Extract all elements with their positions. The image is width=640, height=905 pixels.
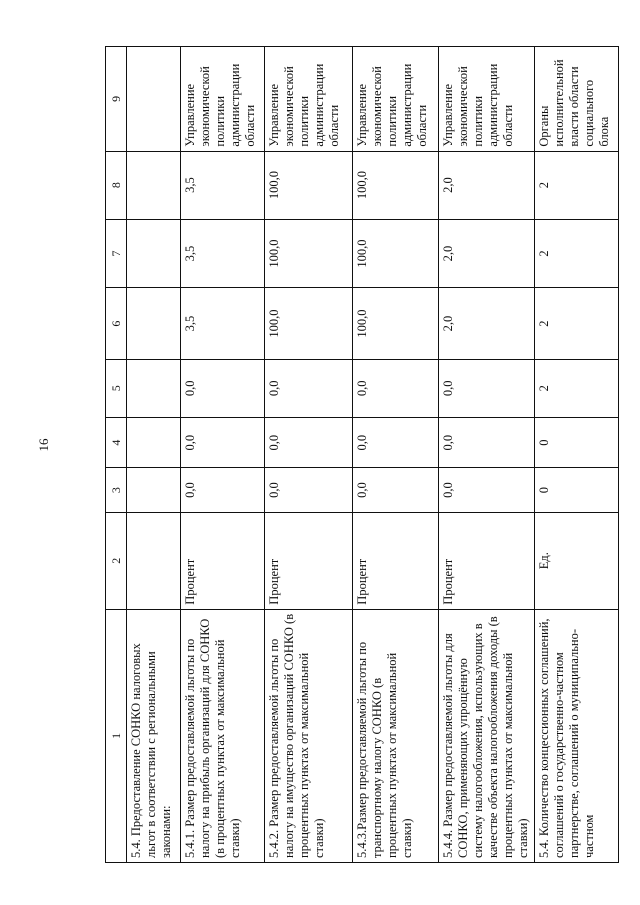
value-cell: 100,0 bbox=[265, 219, 353, 288]
indicator-name: 5.4.4. Размер предоставляемой льготы для СОНКО, применяющих упрощённую систему налогообложения, использующих в качестве объекта налогообложения доходы (в процентных пунктах от максимальной ставки) bbox=[439, 609, 535, 862]
unit-cell: Процент bbox=[265, 512, 353, 609]
value-cell: 100,0 bbox=[265, 288, 353, 359]
value-cell: 100,0 bbox=[353, 151, 439, 219]
table-container bbox=[105, 46, 617, 863]
column-number: 6 bbox=[106, 288, 127, 359]
value-cell: 2,0 bbox=[439, 219, 535, 288]
value-cell: 100,0 bbox=[265, 151, 353, 219]
column-number: 7 bbox=[106, 219, 127, 288]
value-cell: 0,0 bbox=[353, 417, 439, 468]
responsible-cell: Управление экономической политики администрации области bbox=[265, 47, 353, 152]
value-cell: 0,0 bbox=[265, 359, 353, 417]
indicator-name: 5.4.1. Размер предоставляемой льготы по налогу на прибыль организаций для СОНКО (в процентных пунктах от максимальной ставки) bbox=[181, 609, 265, 862]
value-cell: 2 bbox=[535, 288, 619, 359]
indicator-name: 5.4. Предоставление СОНКО налоговых льгот в соответствии с региональными законами: bbox=[127, 609, 181, 862]
value-cell: 100,0 bbox=[353, 219, 439, 288]
unit-cell: Ед. bbox=[535, 512, 619, 609]
column-number: 4 bbox=[106, 417, 127, 468]
value-cell bbox=[127, 417, 181, 468]
value-cell: 0 bbox=[535, 468, 619, 512]
unit-cell: Процент bbox=[181, 512, 265, 609]
value-cell bbox=[127, 359, 181, 417]
value-cell: 0 bbox=[535, 417, 619, 468]
value-cell: 2 bbox=[535, 359, 619, 417]
value-cell: 0,0 bbox=[181, 359, 265, 417]
unit-cell: Процент bbox=[353, 512, 439, 609]
value-cell: 0,0 bbox=[265, 417, 353, 468]
indicators-table bbox=[105, 46, 619, 863]
column-number: 9 bbox=[106, 47, 127, 152]
value-cell: 0,0 bbox=[353, 359, 439, 417]
page-number: 16 bbox=[36, 438, 51, 452]
value-cell: 3,5 bbox=[181, 288, 265, 359]
unit-cell bbox=[127, 512, 181, 609]
table-row bbox=[265, 47, 353, 863]
value-cell: 2,0 bbox=[439, 151, 535, 219]
value-cell bbox=[127, 468, 181, 512]
table-row bbox=[535, 47, 619, 863]
value-cell: 2,0 bbox=[439, 288, 535, 359]
rotated-table-frame bbox=[105, 46, 617, 863]
value-cell: 3,5 bbox=[181, 219, 265, 288]
responsible-cell: Управление экономической политики администрации области bbox=[439, 47, 535, 152]
table-row bbox=[181, 47, 265, 863]
column-number-row bbox=[106, 47, 127, 863]
column-number: 1 bbox=[106, 609, 127, 862]
value-cell: 0,0 bbox=[181, 468, 265, 512]
indicator-name: 5.4.3.Размер предоставляемой льготы по транспортному налогу СОНКО (в процентных пунктах от максимальной ставки) bbox=[353, 609, 439, 862]
column-number: 2 bbox=[106, 512, 127, 609]
indicator-name: 5.4. Количество концессионных соглашений, соглашений о государственно-частном партнерстве, соглашений о муниципально-частном bbox=[535, 609, 619, 862]
column-number: 8 bbox=[106, 151, 127, 219]
table-row bbox=[353, 47, 439, 863]
table-row bbox=[127, 47, 181, 863]
value-cell: 0,0 bbox=[353, 468, 439, 512]
value-cell: 2 bbox=[535, 151, 619, 219]
table-row bbox=[439, 47, 535, 863]
value-cell: 0,0 bbox=[439, 417, 535, 468]
responsible-cell: Управление экономической политики администрации области bbox=[353, 47, 439, 152]
responsible-cell: Управление экономической политики администрации области bbox=[181, 47, 265, 152]
value-cell: 0,0 bbox=[439, 359, 535, 417]
column-number: 3 bbox=[106, 468, 127, 512]
value-cell: 0,0 bbox=[265, 468, 353, 512]
column-number: 5 bbox=[106, 359, 127, 417]
responsible-cell: Органы исполнительной власти области социального блока bbox=[535, 47, 619, 152]
value-cell bbox=[127, 288, 181, 359]
indicator-name: 5.4.2. Размер предоставляемой льготы по налогу на имущество организаций СОНКО (в процентных пунктах от максимальной ставки) bbox=[265, 609, 353, 862]
value-cell: 100,0 bbox=[353, 288, 439, 359]
unit-cell: Процент bbox=[439, 512, 535, 609]
value-cell: 0,0 bbox=[439, 468, 535, 512]
value-cell: 3,5 bbox=[181, 151, 265, 219]
value-cell: 0,0 bbox=[181, 417, 265, 468]
value-cell: 2 bbox=[535, 219, 619, 288]
value-cell bbox=[127, 151, 181, 219]
value-cell bbox=[127, 219, 181, 288]
responsible-cell bbox=[127, 47, 181, 152]
